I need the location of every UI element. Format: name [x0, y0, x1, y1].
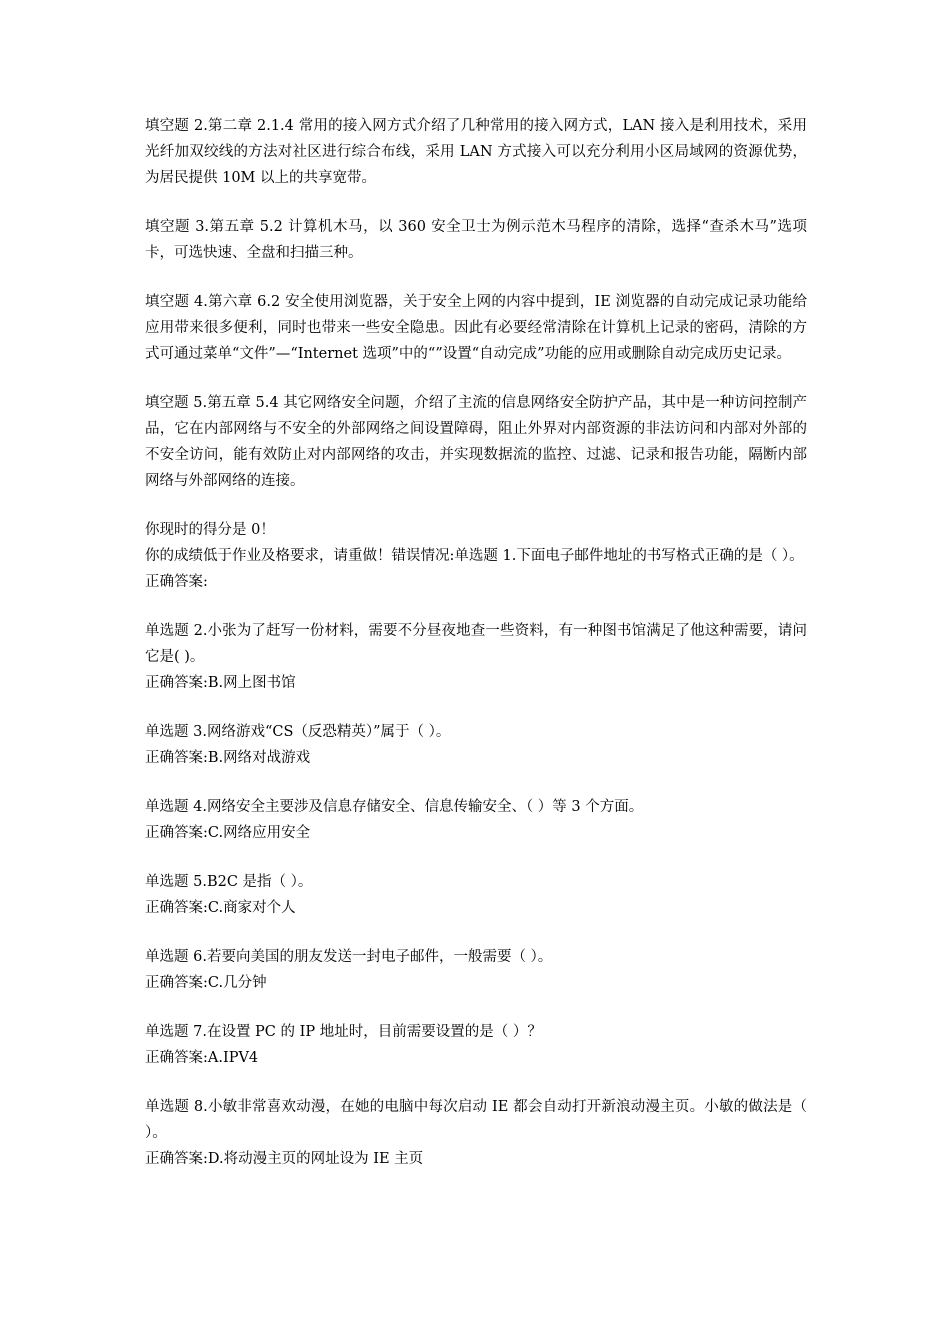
answer-text: 正确答案:B.网络对战游戏	[145, 750, 311, 766]
answer-text: 正确答案:C.几分钟	[145, 975, 267, 991]
single-choice-item-6	[145, 944, 807, 996]
answer-text: 正确答案:A.IPV4	[145, 1050, 259, 1066]
fail-line: 你的成绩低于作业及格要求，请重做！错误情况:单选题 1.下面电子邮件地址的书写格式正确的是（ ）。	[145, 548, 804, 564]
single-choice-item-2	[145, 618, 807, 696]
answer-line: 正确答案:	[145, 574, 208, 590]
single-choice-item-4	[145, 794, 807, 846]
result-summary	[145, 517, 807, 595]
answer-text: 正确答案:C.网络应用安全	[145, 825, 311, 841]
question-text: 单选题 6.若要向美国的朋友发送一封电子邮件，一般需要（ ）。	[145, 949, 553, 965]
answer-text: 正确答案:B.网上图书馆	[145, 675, 296, 691]
question-text: 单选题 8.小敏非常喜欢动漫，在她的电脑中每次启动 IE 都会自动打开新浪动漫主页。小敏的做法是（ ）。	[145, 1099, 807, 1141]
question-text: 单选题 2.小张为了赶写一份材料，需要不分昼夜地查一些资料，有一种图书馆满足了他这种需要，请问它是( )。	[145, 623, 807, 665]
answer-text: 正确答案:D.将动漫主页的网址设为 IE 主页	[145, 1151, 424, 1167]
fill-blank-question-4: 填空题 4.第六章 6.2 安全使用浏览器，关于安全上网的内容中提到，IE 浏览器的自动完成记录功能给应用带来很多便利，同时也带来一些安全隐患。因此有必要经常清除在计算机上记录的密码，清除的方式可通过菜单“文件”—“Internet 选项”中的“”设置“自动完成”功能的应用或删除自动完成历史记录。	[145, 294, 807, 362]
fill-blank-question-2: 填空题 2.第二章 2.1.4 常用的接入网方式介绍了几种常用的接入网方式，LAN 接入是利用技术，采用光纤加双绞线的方法对社区进行综合布线，采用 LAN 方式接入可以充分利用小区局域网的资源优势，为居民提供 10M 以上的共享宽带。	[145, 118, 807, 186]
single-choice-item-7	[145, 1019, 807, 1071]
answer-text: 正确答案:C.商家对个人	[145, 900, 296, 916]
question-text: 单选题 4.网络安全主要涉及信息存储安全、信息传输安全、（ ）等 3 个方面。	[145, 799, 644, 815]
question-text: 单选题 3.网络游戏“CS（反恐精英）”属于（ ）。	[145, 724, 451, 740]
question-text: 单选题 5.B2C 是指（ ）。	[145, 874, 313, 890]
fill-blank-question-5: 填空题 5.第五章 5.4 其它网络安全问题，介绍了主流的信息网络安全防护产品，其中是一种访问控制产品，它在内部网络与不安全的外部网络之间设置障碍，阻止外界对内部资源的非法访问和内部对外部的不安全访问，能有效防止对内部网络的攻击，并实现数据流的监控、过滤、记录和报告功能，隔断内部网络与外部网络的连接。	[145, 395, 807, 489]
question-text: 单选题 7.在设置 PC 的 IP 地址时，目前需要设置的是（ ）？	[145, 1024, 542, 1040]
single-choice-item-5	[145, 869, 807, 921]
document-body	[145, 113, 807, 1195]
fill-blank-question-3: 填空题 3.第五章 5.2 计算机木马，以 360 安全卫士为例示范木马程序的清除，选择“查杀木马”选项卡，可选快速、全盘和扫描三种。	[145, 219, 807, 261]
score-line: 你现时的得分是 0！	[145, 522, 275, 538]
single-choice-item-3	[145, 719, 807, 771]
single-choice-item-8	[145, 1094, 807, 1172]
